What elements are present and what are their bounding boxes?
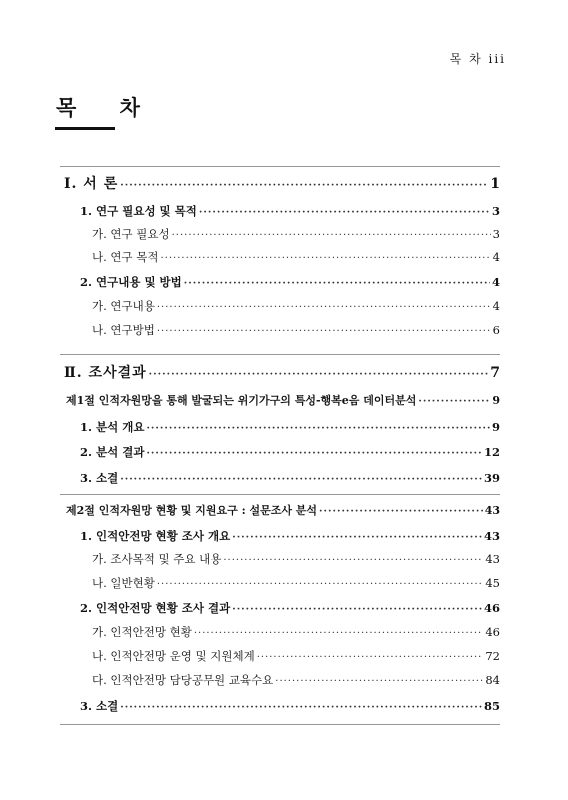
toc-label: 2. 인적안전망 현황 조사 결과 (80, 601, 231, 615)
dot-leader (223, 555, 483, 566)
toc-label: 나. 연구방법 (92, 323, 155, 337)
toc-page-number: 46 (483, 601, 500, 615)
toc-label: 제1절 인적자원망을 통해 발굴되는 위기가구의 특성-행복e음 데이터분석 (66, 394, 417, 407)
toc-label: 2. 분석 결과 (80, 445, 145, 459)
toc-page-number: 1 (490, 176, 500, 192)
toc-label: 3. 소결 (80, 471, 119, 485)
running-header: 목 차 iii (449, 52, 506, 66)
toc-page-number: 46 (485, 625, 500, 639)
toc-page-number: 9 (492, 394, 500, 407)
toc-label: 다. 인적안전망 담당공무원 교육수요 (92, 673, 274, 687)
toc-entry-ch2-3[interactable] (0, 698, 568, 718)
toc-label: 제2절 인적자원망 현황 및 지원요구 : 설문조사 분석 (66, 504, 318, 517)
toc-page-number: 43 (485, 552, 500, 566)
dot-leader (275, 676, 483, 687)
toc-entry-ch2-1-b[interactable] (0, 575, 568, 595)
toc-page-number: 84 (485, 673, 500, 687)
toc-entry-ch2-2-b[interactable] (0, 648, 568, 668)
toc-label: 가. 조사목적 및 주요 내용 (92, 552, 222, 566)
toc-label: 3. 소결 (80, 699, 119, 713)
toc-entry-ch1-2[interactable] (0, 444, 568, 464)
dot-leader (157, 326, 491, 337)
toc-page-number: 12 (483, 445, 500, 459)
dot-leader (146, 423, 490, 434)
toc-page-number: 4 (491, 275, 500, 289)
toc-entry-1-1-a[interactable] (0, 226, 568, 246)
dot-leader (232, 604, 482, 615)
page-title: 목 차 (56, 95, 158, 120)
dot-leader (157, 302, 491, 313)
dot-leader (120, 702, 482, 713)
toc-entry-ch2-1[interactable] (0, 528, 568, 548)
toc-entry-1-1[interactable] (0, 203, 568, 223)
dot-leader (199, 207, 490, 218)
toc-page-number: 43 (483, 529, 500, 543)
toc-entry-ch1-3[interactable] (0, 470, 568, 490)
toc-page-number: 39 (483, 471, 500, 485)
dot-leader (319, 506, 483, 517)
toc-label: 1. 인적안전망 현황 조사 개요 (80, 529, 231, 543)
toc-entry-1-2-b[interactable] (0, 322, 568, 342)
toc-entry-ch2-1-a[interactable] (0, 551, 568, 571)
toc-entry-section-2[interactable] (0, 362, 568, 382)
dot-leader (149, 369, 489, 380)
toc-label: 나. 일반현황 (92, 576, 155, 590)
toc-entry-ch2-2[interactable] (0, 600, 568, 620)
dot-leader (146, 448, 482, 459)
dot-leader (232, 532, 482, 543)
dot-leader (120, 180, 488, 191)
divider (60, 166, 500, 167)
toc-entry-section-1[interactable] (0, 173, 568, 193)
dot-leader (172, 230, 491, 241)
toc-page-number: 3 (492, 227, 500, 241)
toc-label: 나. 인적안전망 운영 및 지원체계 (92, 649, 255, 663)
toc-page-number: 4 (492, 250, 500, 264)
toc-label: 가. 연구 필요성 (92, 227, 170, 241)
toc-label: 1. 분석 개요 (80, 420, 145, 434)
dot-leader (257, 652, 484, 663)
toc-page-number: 7 (490, 365, 500, 381)
toc-page-number: 45 (485, 576, 500, 590)
dot-leader (161, 253, 491, 264)
dot-leader (120, 474, 482, 485)
toc-entry-chapter-2[interactable] (0, 502, 568, 522)
divider (60, 354, 500, 355)
dot-leader (418, 396, 490, 407)
toc-page-number: 85 (483, 699, 500, 713)
toc-page-number: 3 (491, 204, 500, 218)
toc-label: 가. 연구내용 (92, 299, 155, 313)
toc-page-number: 6 (492, 323, 500, 337)
toc-page-number: 43 (484, 504, 500, 517)
toc-entry-1-1-b[interactable] (0, 249, 568, 269)
toc-label: 2. 연구내용 및 방법 (80, 275, 182, 289)
divider (60, 494, 500, 495)
toc-page-number: 4 (492, 299, 500, 313)
toc-entry-1-2-a[interactable] (0, 298, 568, 318)
toc-entry-chapter-1[interactable] (0, 392, 568, 412)
toc-label: 가. 인적안전망 현황 (92, 625, 192, 639)
toc-label: Ⅱ. 조사결과 (64, 365, 147, 381)
toc-entry-ch2-2-c[interactable] (0, 672, 568, 692)
toc-label: Ⅰ. 서 론 (64, 176, 119, 192)
toc-page-number: 9 (491, 420, 500, 434)
divider (60, 724, 500, 725)
toc-entry-ch1-1[interactable] (0, 419, 568, 439)
dot-leader (184, 278, 490, 289)
toc-label: 1. 연구 필요성 및 목적 (80, 204, 197, 218)
dot-leader (194, 628, 484, 639)
title-underline (55, 127, 115, 130)
toc-label: 나. 연구 목적 (92, 250, 159, 264)
toc-page-number: 72 (485, 649, 500, 663)
toc-entry-ch2-2-a[interactable] (0, 624, 568, 644)
toc-entry-1-2[interactable] (0, 274, 568, 294)
dot-leader (157, 579, 484, 590)
